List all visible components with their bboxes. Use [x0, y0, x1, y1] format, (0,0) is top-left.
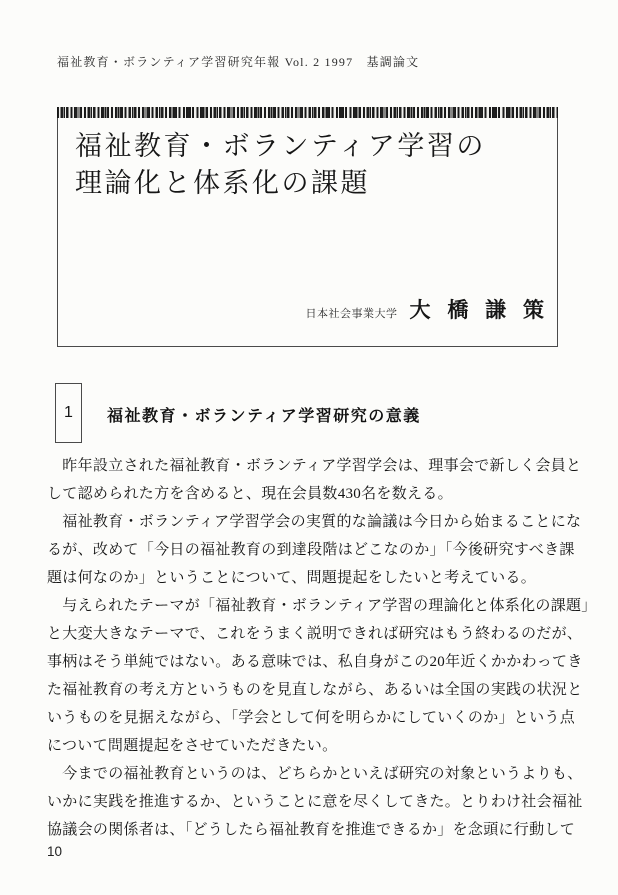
- section-number-box: [55, 383, 82, 443]
- article-title: [58, 118, 557, 202]
- body-text-line: るが、改めて「今日の福祉教育の到達段階はどこなのか」「今後研究すべき課: [47, 542, 575, 558]
- striped-band-rule: [57, 107, 558, 118]
- body-text-line: 与えられたテーマが「福祉教育・ボランティア学習の理論化と体系化の課題」: [47, 598, 597, 614]
- author-affiliation: 日本社会事業大学: [305, 308, 398, 320]
- body-text-line: いかに実践を推進するか、ということに意を尽くしてきた。とりわけ社会福祉: [47, 794, 583, 810]
- body-text: [47, 452, 597, 844]
- journal-running-head: 福祉教育・ボランティア学習研究年報 Vol. 2 1997 基調論文: [57, 55, 420, 69]
- body-text-line: して認められた方を含めると、現在会員数430名を数える。: [47, 486, 453, 502]
- article-title-line1: 福祉教育・ボランティア学習の: [75, 131, 486, 161]
- body-text-line: た福祉教育の考え方というものを見直しながら、あるいは全国の実践の状況と: [47, 682, 583, 698]
- body-text-line: 事柄はそう単純ではない。ある意味では、私自身がこの20年近くかかわってき: [47, 654, 583, 670]
- body-text-line: と大変大きなテーマで、これをうまく説明できれば研究はもう終わるのだが、: [47, 626, 583, 642]
- article-title-line2: 理論化と体系化の課題: [75, 168, 370, 198]
- body-text-line: 題は何なのか」ということについて、問題提起をしたいと考えている。: [47, 570, 537, 586]
- body-text-line: について問題提起をさせていただきたい。: [47, 738, 338, 754]
- body-text-line: 今までの福祉教育というのは、どちらかといえば研究の対象というよりも、: [47, 766, 583, 782]
- section-number: 1: [64, 404, 73, 421]
- body-text-line: 福祉教育・ボランティア学習学会の実質的な論議は今日から始まることにな: [47, 514, 582, 530]
- body-text-line: 昨年設立された福祉教育・ボランティア学習学会は、理事会で新しく会員と: [47, 458, 582, 474]
- body-text-line: 協議会の関係者は、「どうしたら福祉教育を推進できるか」を念頭に行動して: [47, 822, 576, 838]
- article-title-box: [57, 107, 558, 347]
- author-line: [305, 294, 545, 324]
- body-text-line: いうものを見据えながら、「学会として何を明らかにしていくのか」という点: [47, 710, 576, 726]
- page-number: 10: [47, 844, 63, 859]
- author-name: 大 橋 謙 策: [409, 299, 545, 322]
- section-heading: 福祉教育・ボランティア学習研究の意義: [107, 408, 421, 425]
